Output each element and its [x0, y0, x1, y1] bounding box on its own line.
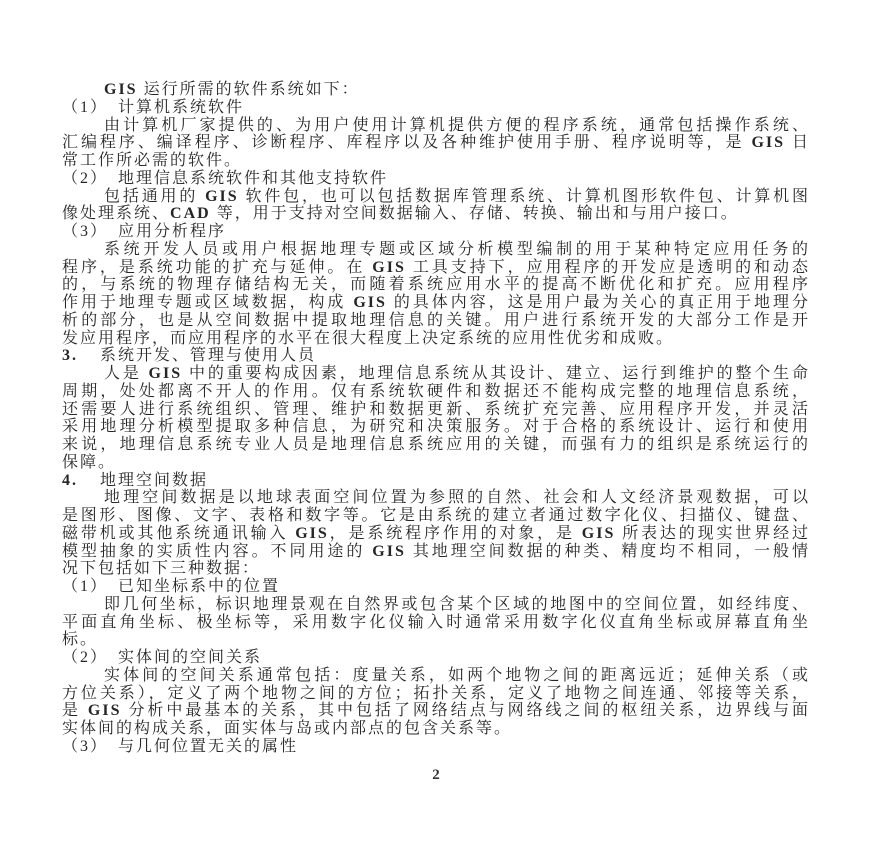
text-line: 程序，是系统功能的扩充与延伸。在 GIS 工具支持下，应用程序的开发应是透明的和动态: [62, 258, 810, 276]
page-number: 2: [432, 767, 440, 783]
text-line: 即几何坐标，标识地理景观在自然界或包含某个区域的地图中的空间位置，如经纬度、: [104, 595, 810, 613]
bold-term: GIS: [148, 365, 183, 382]
text-line: 模型抽象的实质性内容。不同用途的 GIS 其地理空间数据的种类、精度均不相同，一般情: [62, 542, 810, 560]
bold-term: GIS: [372, 542, 406, 560]
text-line: 析的部分，也是从空间数据中提取地理信息的关键。用户进行系统开发的大部分工作是开: [62, 311, 810, 329]
text-line: 作用于地理专题或区域数据，构成 GIS 的具体内容，这是用户最为关心的真正用于地理分: [62, 294, 810, 311]
bold-term: GIS: [372, 258, 406, 276]
text-line: 磁带机或其他系统通讯输入 GIS，是系统程序作用的对象，是 GIS 所表达的现实世界经过: [62, 524, 810, 542]
text-line: 是 GIS 分析中最基本的关系，其中包括了网络结点与网络线之间的枢纽关系，边界线与面: [62, 702, 810, 720]
section-heading: 3. 系统开发、管理与使用人员: [62, 347, 317, 365]
text-line: 包括通用的 GIS 软件包，也可以包括数据库管理系统、计算机图形软件包、计算机图: [104, 187, 810, 205]
text-line: 的，与系统的物理存储结构无关，而随着系统应用水平的提高不断优化和扩充。应用程序: [62, 276, 810, 294]
text-line: 常工作所必需的软件。: [62, 152, 243, 169]
text-line: 是图形、图像、文字、表格和数字等。它是由系统的建立者通过数字化仪、扫描仪、键盘、: [62, 507, 810, 524]
text-block: [62, 81, 810, 756]
text-line: 采用地理分析模型提取多种信息，为研究和决策服务。对于合格的系统设计、运行和使用: [62, 418, 810, 436]
bold-term: GIS: [295, 524, 329, 542]
bold-term: GIS: [581, 524, 616, 542]
text-line: 还需要人进行系统组织、管理、维护和数据更新、系统扩充完善、应用程序开发，并灵活: [62, 400, 810, 418]
bold-term: GIS: [751, 134, 786, 152]
text-line: （2） 地理信息系统软件和其他支持软件: [62, 169, 389, 187]
text-line: 像处理系统、CAD 等，用于支持对空间数据输入、存储、转换、输出和与用户接口。: [62, 205, 739, 223]
text-line: 实体间的空间关系通常包括：度量关系，如两个地物之间的距离远近；延伸关系（或: [104, 666, 810, 684]
text-line: 保障。: [62, 453, 117, 471]
text-line: 由计算机厂家提供的、为用户使用计算机提供方便的程序系统，通常包括操作系统、: [104, 116, 810, 134]
text-line: 来说，地理信息系统专业人员是地理信息系统应用的关键，而强有力的组织是系统运行的: [62, 436, 810, 453]
text-line: （1） 计算机系统软件: [62, 98, 245, 116]
bold-term: GIS: [87, 702, 122, 720]
section-number: 3.: [62, 347, 78, 365]
text-line: 汇编程序、编译程序、诊断程序、库程序以及各种维护使用手册、程序说明等，是 GIS 日: [62, 134, 810, 152]
text-line: 系统开发人员或用户根据地理专题或区域分析模型编制的用于某种特定应用任务的: [104, 240, 810, 258]
text-line: 周期，处处都离不开人的作用。仅有系统软硬件和数据还不能构成完整的地理信息系统，: [62, 382, 810, 400]
text-line: 发应用程序，而应用程序的水平在很大程度上决定系统的应用性优劣和成败。: [62, 329, 675, 347]
section-heading: 4. 地理空间数据: [62, 471, 209, 489]
bold-term: CAD: [170, 205, 211, 223]
bold-term: GIS: [205, 187, 239, 205]
bold-term: GIS: [353, 294, 387, 311]
text-line: GIS 运行所需的软件系统如下：: [104, 81, 360, 98]
text-line: （3） 应用分析程序: [62, 223, 227, 240]
text-line: 方位关系），定义了两个地物之间的方位；拓扑关系，定义了地物之间连通、邻接等关系，: [62, 684, 810, 702]
text-line: 况下包括如下三种数据：: [62, 560, 261, 578]
text-line: 人是 GIS 中的重要构成因素，地理信息系统从其设计、建立、运行到维护的整个生命: [104, 365, 810, 382]
text-line: （2） 实体间的空间关系: [62, 649, 263, 666]
text-line: 平面直角坐标、极坐标等，采用数字化仪输入时通常采用数字化仪直角坐标或屏幕直角坐: [62, 613, 810, 631]
text-line: （1） 已知坐标系中的位置: [62, 578, 281, 595]
section-number: 4.: [62, 471, 78, 489]
text-line: （3） 与几何位置无关的属性: [62, 737, 299, 755]
text-line: 标。: [62, 631, 99, 649]
bold-term: GIS: [104, 81, 138, 98]
text-line: 实体间的构成关系，面实体与岛或内部点的包含关系等。: [62, 720, 513, 737]
text-line: 地理空间数据是以地球表面空间位置为参照的自然、社会和人文经济景观数据，可以: [104, 489, 810, 507]
